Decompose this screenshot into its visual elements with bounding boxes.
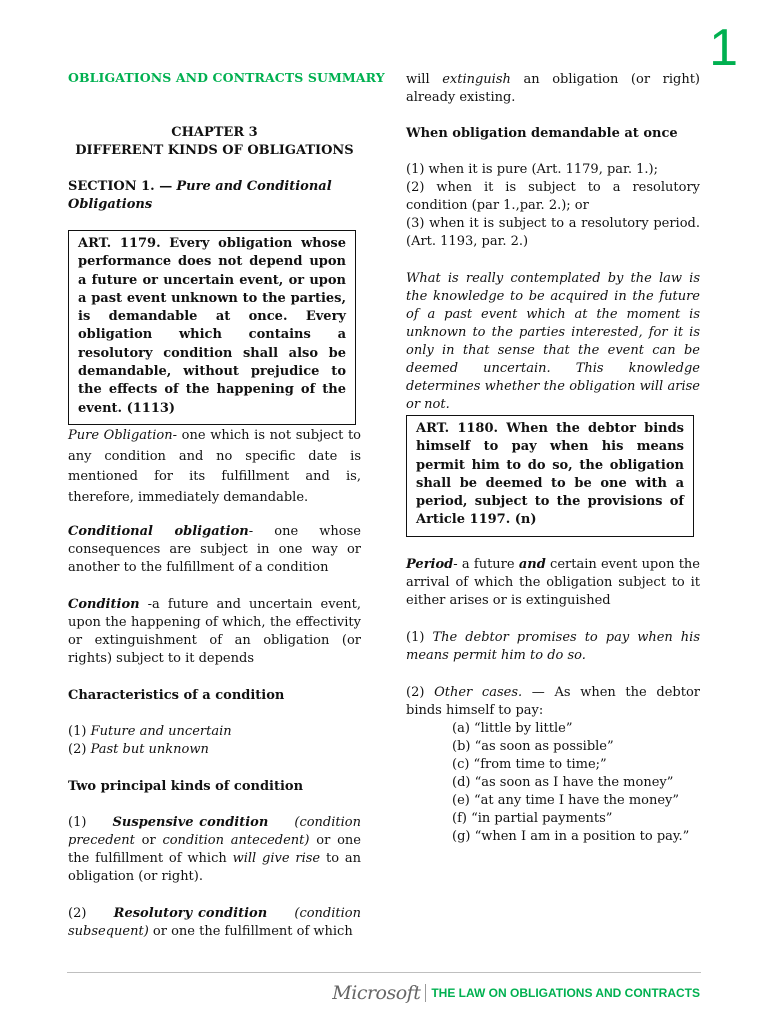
list-item: (d) “as soon as I have the money” [452, 775, 674, 790]
demandable-item-3: (3) when it is subject to a resolutory period. (Art. 1193, par. 2.) [406, 216, 700, 249]
section-title: Pure and Conditional Obligations [68, 179, 332, 212]
other-cases [406, 684, 700, 720]
condition-definition [68, 596, 361, 668]
resolutory-condition-definition [68, 905, 361, 941]
other-cases-text: — As when the debtor binds himself to pay: [406, 685, 700, 718]
item-number: (1) [68, 724, 87, 739]
resolutory-text: or one the fulfillment of which [148, 924, 353, 939]
microsoft-logo: Microsoft [332, 984, 426, 1002]
suspensive-term: Suspensive condition [112, 815, 269, 830]
suspensive-italic: will give rise [232, 851, 321, 866]
continuation-post: an obligation (or right) already existing. [406, 72, 700, 105]
footer-title: THE LAW ON OBLIGATIONS AND CONTRACTS [431, 986, 700, 1000]
item-number: (2) [406, 685, 425, 700]
period-text-2: certain event upon the arrival of which the obligation subject to it either arises or is extinguished [406, 557, 700, 608]
suspensive-text-1: or one the fulfillment of which [68, 833, 361, 866]
resolutory-term: Resolutory condition [113, 906, 268, 921]
period-and: and [518, 557, 546, 572]
characteristic-item-2 [68, 741, 209, 759]
demandable-item-2: (2) when it is subject to a resolutory condition (par 1.,par. 2.); or [406, 180, 700, 213]
chapter-number: CHAPTER 3 [171, 125, 258, 140]
conditional-obligation-definition [68, 523, 361, 577]
conditional-obligation-text: - one whose consequences are subject in one way or another to the fulfillment of a condition [68, 524, 361, 575]
page-number: 1 [709, 19, 738, 77]
debtor-promise-text: The debtor promises to pay when his means permit him to do so. [406, 630, 700, 663]
continuation-italic: extinguish [442, 72, 511, 87]
list-item: (a) “little by little” [452, 721, 573, 736]
chapter-title: DIFFERENT KINDS OF OBLIGATIONS [75, 143, 354, 158]
item-number: (1) [406, 630, 425, 645]
characteristic-item-1 [68, 723, 232, 741]
payment-phrases-list [406, 720, 700, 846]
suspensive-paren-2: condition antecedent) [162, 833, 310, 848]
list-item: (b) “as soon as possible” [452, 739, 614, 754]
art-1180-box: ART. 1180. When the debtor binds himself to pay when his means permit him to do so, the obligation shall be deemed to be one with a period, subject to the provisions of Article 1197. (n) [406, 415, 694, 537]
item-number: (1) [68, 815, 87, 830]
debtor-promise [406, 629, 700, 665]
pure-obligation-definition [68, 426, 361, 508]
conditional-obligation-term: Conditional obligation [68, 524, 249, 539]
characteristics-heading: Characteristics of a condition [68, 688, 285, 703]
section-label: SECTION 1. — [68, 179, 173, 194]
item-number: (2) [68, 906, 87, 921]
list-item: (f) “in partial payments” [452, 811, 613, 826]
list-item: (c) “from time to time;” [452, 757, 607, 772]
pure-obligation-term: Pure Obligation [68, 428, 173, 443]
footer [332, 984, 700, 1002]
pure-obligation-text: - one which is not subject to any condition and no specific date is mentioned for its fulfillment and is, therefore, immediately demandable. [68, 428, 361, 505]
summary-title: OBLIGATIONS AND CONTRACTS SUMMARY [68, 70, 385, 85]
suspensive-condition-definition [68, 814, 361, 886]
section-heading [68, 178, 361, 214]
list-item: (g) “when I am in a position to pay.” [452, 829, 690, 844]
kinds-heading: Two principal kinds of condition [68, 779, 304, 794]
continuation-pre: will [406, 72, 443, 87]
period-term: Period [406, 557, 454, 572]
period-text-1: - a future [453, 557, 519, 572]
resolutory-paren: (condition subsequent) [68, 906, 361, 939]
demandable-heading: When obligation demandable at once [406, 126, 678, 141]
other-cases-italic: Other cases. [424, 685, 523, 700]
condition-term: Condition [68, 597, 140, 612]
period-definition [406, 556, 700, 610]
suspensive-or: or [134, 833, 163, 848]
item-text: Future and uncertain [90, 724, 232, 739]
item-text: Past but unknown [90, 742, 209, 757]
suspensive-paren: (condition precedent [68, 815, 361, 848]
contemplated-paragraph: What is really contemplated by the law is the knowledge to be acquired in the future of a past event which at the moment is unknown to the parties interested, for it is only in that sense that the event can be deemed uncertain. This knowledge determines whether the obligation will arise or not. [406, 271, 700, 412]
list-item: (e) “at any time I have the money” [452, 793, 680, 808]
resolutory-continuation [406, 71, 700, 107]
suspensive-text-2: to an obligation (or right). [68, 851, 361, 884]
footer-divider [67, 972, 701, 973]
item-number: (2) [68, 742, 87, 757]
art-1179-box: ART. 1179. Every obligation whose performance does not depend upon a future or uncertain event, or upon a past event unknown to the parties, is demandable at once. Every obligation which contains a resolutory condition shall also be demandable, without prejudice to the effects of the happening of the event. (1113) [68, 230, 356, 425]
condition-text: -a future and uncertain event, upon the happening of which, the effectivity or extinguishment of an obligation (or rights) subject to it depends [68, 597, 361, 666]
demandable-item-1: (1) when it is pure (Art. 1179, par. 1.); [406, 162, 658, 177]
